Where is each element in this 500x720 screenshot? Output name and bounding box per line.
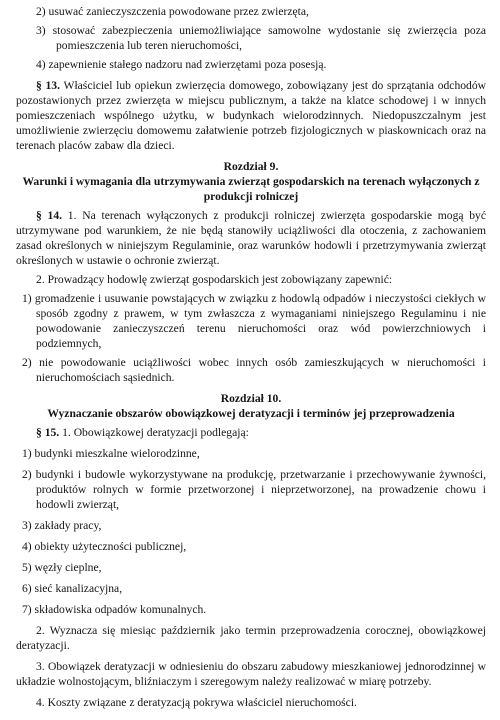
section-13 [16, 78, 486, 153]
section-text: Właściciel lub opiekun zwierzęcia domowego, zobowiązany jest do sprzątania odchodów pozostawionych przez zwierzęta w miejscu publicznym, a także na klatce schodowej i w innych pomieszczeniach wspólnego użytku, w budynkach wielorodzinnych. Niedopuszczalnym jest umożliwienie zwierzęciu domowemu załatwienie potrzeb fizjologicznych w piaskownicach oraz na terenach placów zabaw dla dzieci. [16, 79, 487, 152]
section-label: § 15. [36, 426, 60, 439]
list-item: 2) usuwać zanieczyszczenia powodowane przez zwierzęta, [36, 5, 309, 18]
section-text: 1. Obowiązkowej deratyzacji podlegają: [62, 426, 249, 439]
list-item: 3) stosować zabezpieczenia uniemożliwiające samowolne wydostanie się zwierzęcia poza pomieszczenia lub teren nieruchomości, [36, 24, 486, 52]
section-text: 1. Na terenach wyłączonych z produkcji rolniczej zwierzęta gospodarskie mogą być utrzymywane pod warunkiem, że nie będą stanowiły uciążliwości dla otoczenia, z zachowaniem zasad określonych w niniejszym Regulaminie, oraz warunków hodowli i przetrzymywania zwierząt określonych w ustawie o ochronie zwierząt. [16, 209, 487, 267]
chapter-subtitle: Warunki i wymagania dla utrzymywania zwierząt gospodarskich na terenach wyłączonych z produkcji rolniczej [22, 175, 480, 203]
section-label: § 14. [36, 209, 63, 222]
list-item: 2) nie powodowanie uciążliwości wobec innych osób zamieszkujących w nieruchomości i nieruchomościach sąsiednich. [22, 356, 486, 384]
section-15-paragraph-2: 2. Wyznacza się miesiąc październik jako termin przeprowadzenia corocznej, obowiązkowej deratyzacji. [16, 624, 486, 652]
list-item: 5) węzły cieplne, [22, 561, 102, 574]
list-item: 2) budynki i budowle wykorzystywane na produkcję, przetwarzanie i przechowywanie żywności, produktów rolnych w formie przetworzonej i nieprzetworzonej, na prowadzenie chowu i hodowli zwierząt, [22, 468, 486, 511]
section-15-paragraph-4: 4. Koszty związane z deratyzacją pokrywa właściciel nieruchomości. [36, 696, 357, 709]
chapter-title: Rozdział 10. [220, 392, 282, 405]
section-label: § 13. [36, 79, 60, 92]
list-item: 7) składowiska odpadów komunalnych. [22, 603, 207, 616]
list-item: 1) gromadzenie i usuwanie powstających w związku z hodowlą odpadów i nieczystości ciekłych w sposób zgodny z prawem, w tym zwłaszcza z wymaganiami niniejszego Regulaminu i nie powodowanie zanieczyszczeń terenu nieruchomości oraz wód powierzchniowych i podziemnych, [22, 292, 486, 350]
section-14-paragraph-1 [16, 208, 486, 268]
list-item: 4) obiekty użyteczności publicznej, [22, 540, 187, 553]
chapter-subtitle: Wyznaczanie obszarów obowiązkowej deratyzacji i terminów jej przeprowadzenia [47, 407, 455, 420]
chapter-title: Rozdział 9. [223, 160, 279, 173]
list-item: 4) zapewnienie stałego nadzoru nad zwierzętami poza posesją. [36, 58, 327, 71]
section-14-paragraph-2: 2. Prowadzący hodowlę zwierząt gospodarskich jest zobowiązany zapewnić: [36, 273, 393, 286]
section-15-paragraph-1 [16, 425, 486, 440]
list-item: 1) budynki mieszkalne wielorodzinne, [22, 447, 200, 460]
section-15-paragraph-3: 3. Obowiązek deratyzacji w odniesieniu do obszaru zabudowy mieszkaniowej jednorodzinnej w układzie wolnostojącym, bliźniaczym i szeregowym należy realizować w miarę potrzeby. [16, 660, 486, 688]
list-item: 6) sieć kanalizacyjna, [22, 582, 123, 595]
list-item: 3) zakłady pracy, [22, 519, 102, 532]
